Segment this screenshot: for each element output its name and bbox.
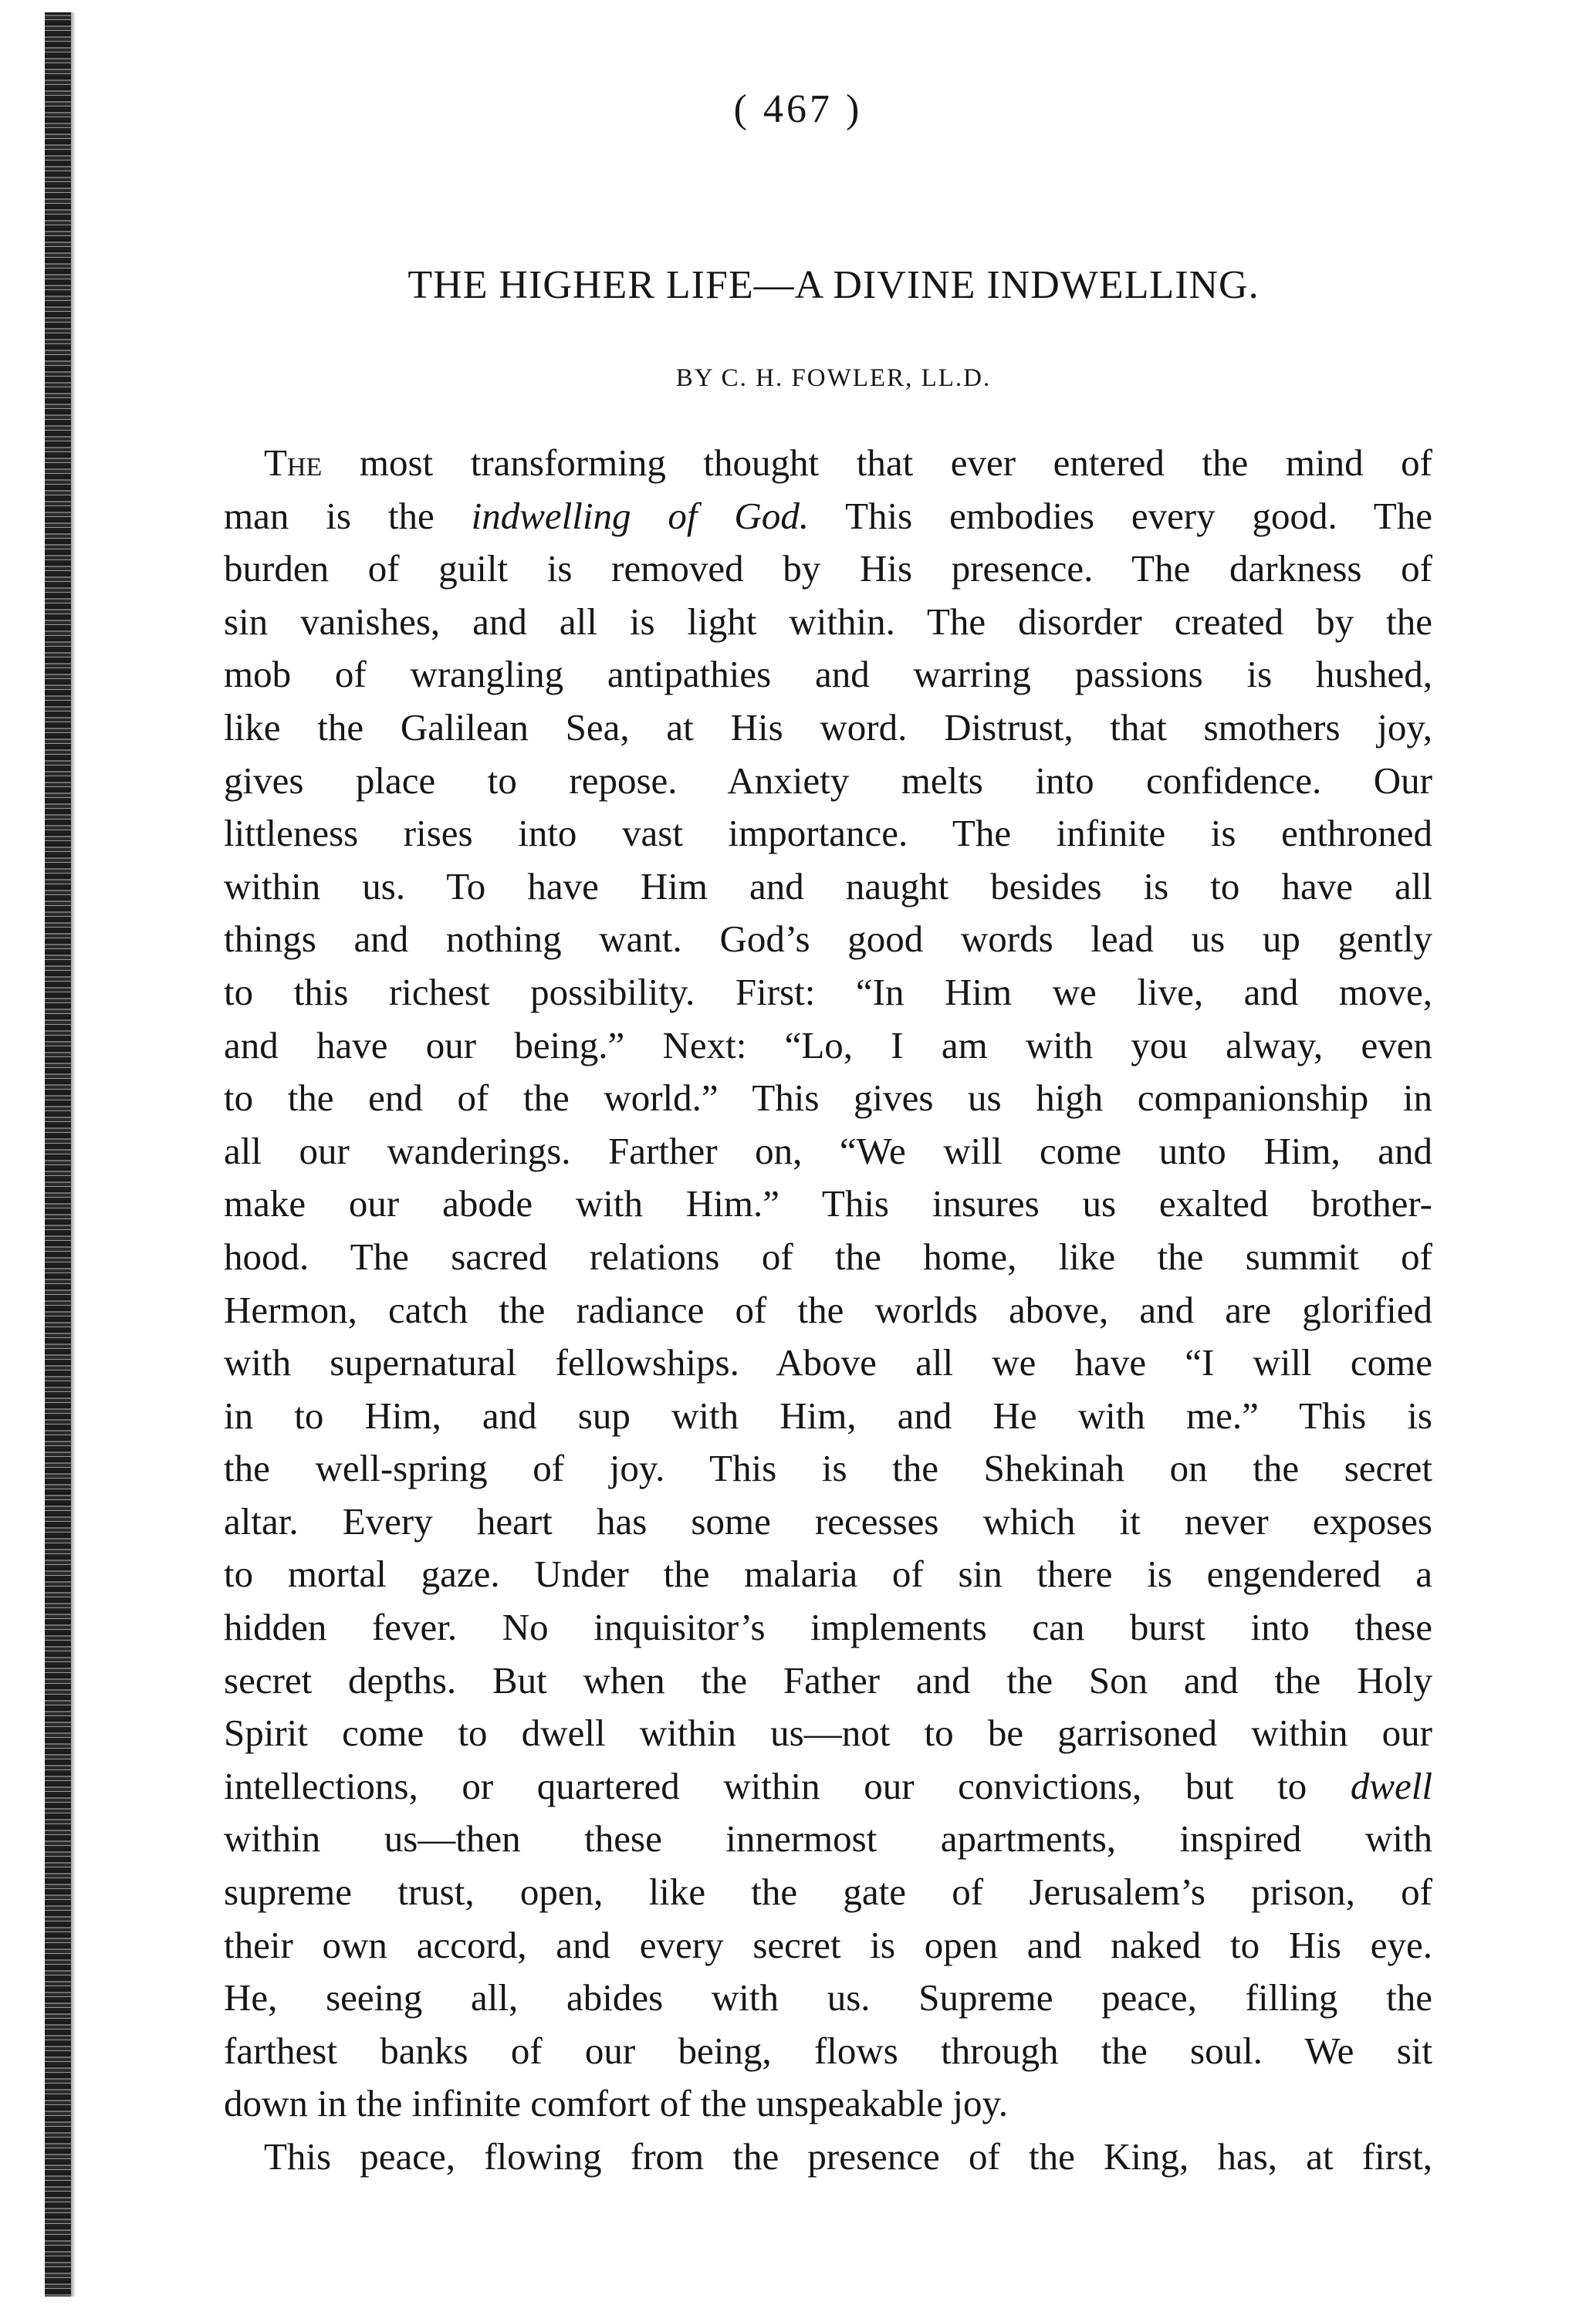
text-line: like the Galilean Sea, at His word. Distrust, that smothers joy, xyxy=(224,705,1432,749)
text-line: hood. The sacred relations of the home, like the summit of xyxy=(224,1235,1432,1278)
page-number: ( 467 ) xyxy=(733,87,863,131)
text-line: altar. Every heart has some recesses which it never exposes xyxy=(224,1499,1432,1543)
text-line: littleness rises into vast importance. The infinite is enthroned xyxy=(224,812,1432,855)
text-line: mob of wrangling antipathies and warring passions is hushed, xyxy=(224,653,1432,696)
text-line xyxy=(224,490,1432,543)
text-line: supreme trust, open, like the gate of Jerusalem’s prison, of xyxy=(224,1871,1432,1914)
text-line: farthest banks of our being, flows through the soul. We sit xyxy=(224,2029,1432,2072)
text-line: in to Him, and sup with Him, and He with me.” This is xyxy=(224,1394,1432,1437)
drop-word: The xyxy=(264,441,323,484)
text-line: to mortal gaze. Under the malaria of sin there is engendered a xyxy=(224,1553,1432,1596)
text-segment: This embodies every good. The xyxy=(809,494,1432,537)
text-line: things and nothing want. God’s good words lead us up gently xyxy=(224,918,1432,961)
text-line: and have our being.” Next: “Lo, I am with you alway, even xyxy=(224,1023,1432,1066)
text-line: down in the infinite comfort of the unspeakable joy. xyxy=(224,2082,1009,2125)
article-title: THE HIGHER LIFE—A DIVINE INDWELLING. xyxy=(407,263,1260,307)
text-line: Spirit come to dwell within us—not to be garrisoned within our xyxy=(224,1712,1432,1755)
text-line: the well-spring of joy. This is the Shekinah on the secret xyxy=(224,1447,1432,1490)
text-line xyxy=(224,1760,1432,1813)
text-segment: intellections, or quartered within our convictions, but to xyxy=(224,1764,1351,1807)
text-line: Hermon, catch the radiance of the worlds above, and are glorified xyxy=(224,1288,1432,1331)
text-line: sin vanishes, and all is light within. The disorder created by the xyxy=(224,600,1432,643)
text-line: make our abode with Him.” This insures us exalted brother- xyxy=(224,1182,1432,1225)
text-line: all our wanderings. Farther on, “We will come unto Him, and xyxy=(224,1129,1432,1172)
article-body xyxy=(224,437,1432,2184)
text-line: with supernatural fellowships. Above all we have “I will come xyxy=(224,1341,1432,1384)
article-byline: BY C. H. FOWLER, LL.D. xyxy=(675,364,992,392)
text-line: gives place to repose. Anxiety melts into confidence. Our xyxy=(224,759,1432,802)
text-line: He, seeing all, abides with us. Supreme peace, filling the xyxy=(224,1976,1432,2019)
italic-phrase: indwelling of God. xyxy=(471,494,810,537)
text-line: within us. To have Him and naught besides is to have all xyxy=(224,864,1432,907)
text-line: burden of guilt is removed by His presence. The darkness of xyxy=(224,547,1432,590)
text-line: their own accord, and every secret is open and naked to His eye. xyxy=(224,1923,1432,1966)
text-line xyxy=(224,437,1432,490)
text-line: This peace, flowing from the presence of the King, has, at first, xyxy=(264,2135,1432,2178)
italic-phrase: dwell xyxy=(1350,1764,1432,1807)
text-line: secret depths. But when the Father and the Son and the Holy xyxy=(224,1658,1432,1702)
text-line: to the end of the world.” This gives us high companionship in xyxy=(224,1076,1432,1120)
text-segment: most transforming thought that ever entered the mind of xyxy=(322,441,1432,484)
text-line: to this richest possibility. First: “In Him we live, and move, xyxy=(224,970,1432,1013)
text-line: hidden fever. No inquisitor’s implements can burst into these xyxy=(224,1606,1432,1649)
text-line: within us—then these innermost apartments, inspired with xyxy=(224,1817,1432,1861)
text-segment: man is the xyxy=(224,494,472,537)
book-binding-edge xyxy=(45,12,71,2297)
